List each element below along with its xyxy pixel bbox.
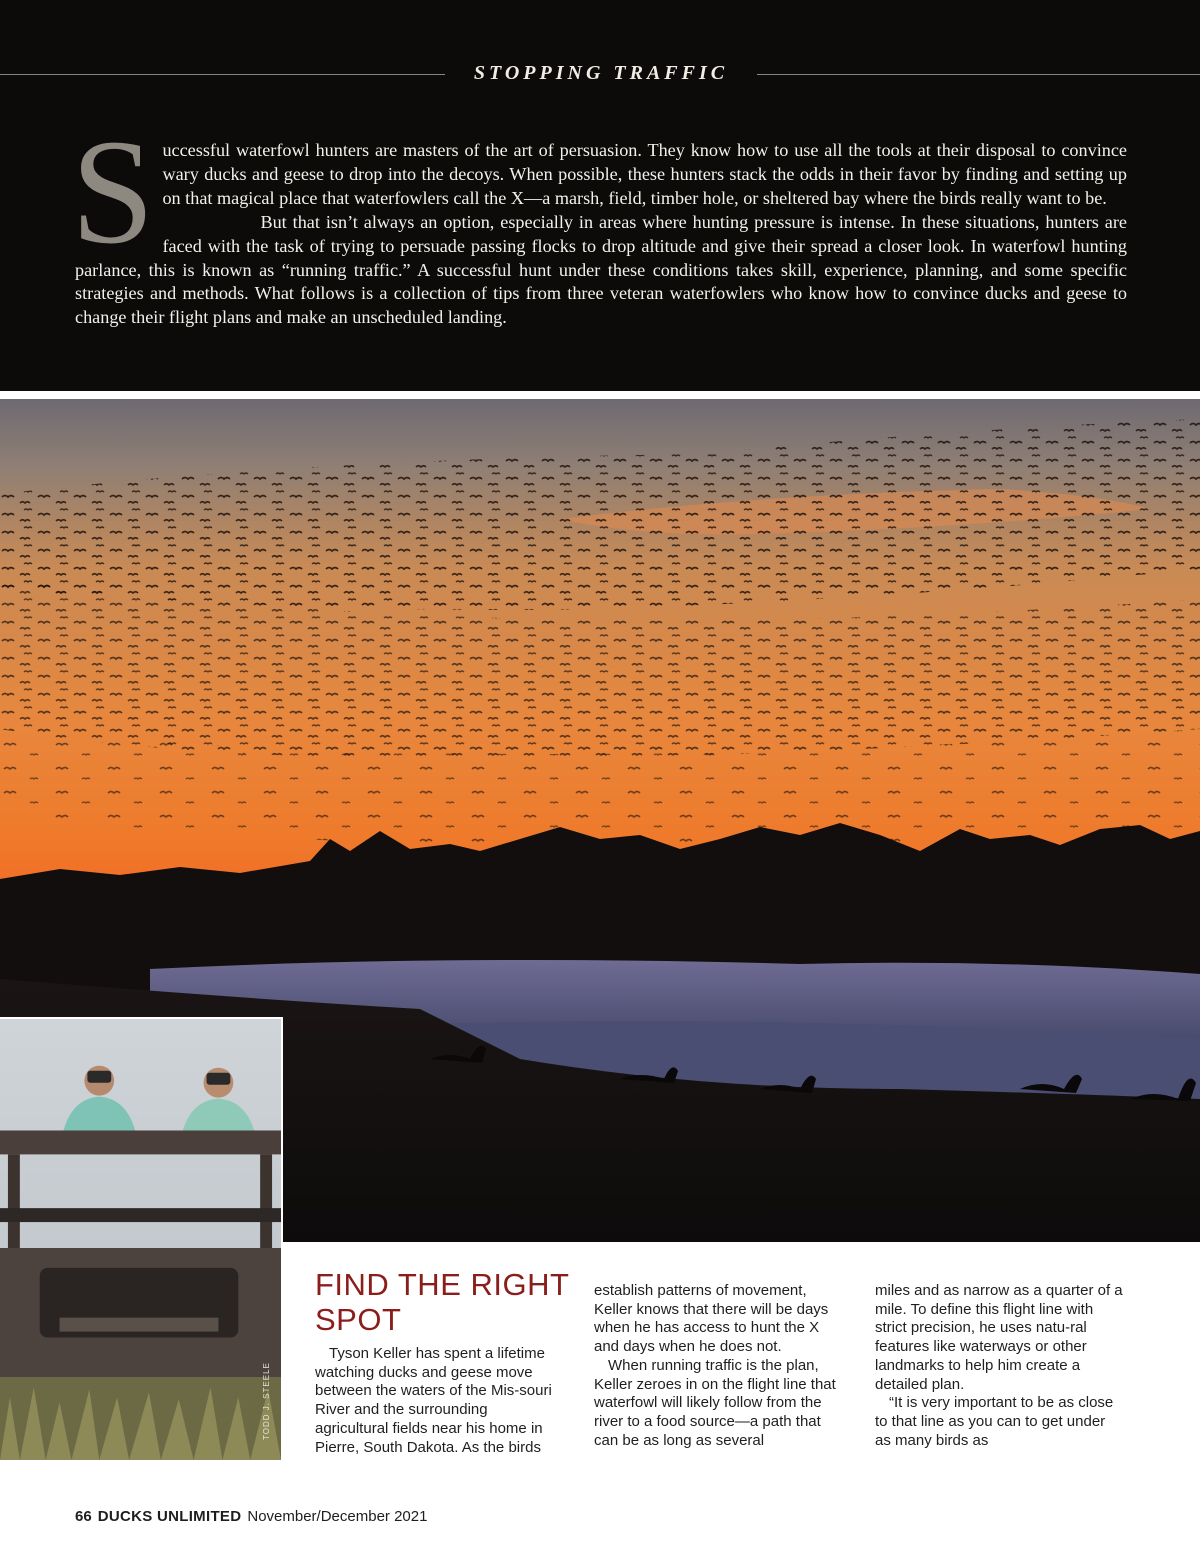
intro-paragraph-1-text: uccessful waterfowl hunters are masters of the art of persuasion. They know how to use all the tools at their disposal to convince wary ducks and geese to drop into the decoys. When possible, these hunters stack the odds in their favor by finding and setting up on that magical place that waterfowlers call the X—a marsh, field, timber hole, or sheltered bay where the birds really want to be. — [162, 140, 1127, 208]
article-column-2 — [594, 1282, 844, 1450]
column-3-paragraph-2: “It is very important to be as close to that line as you can to get under as many birds as — [875, 1394, 1114, 1449]
issue-date: November/December 2021 — [247, 1508, 428, 1525]
intro-paragraph-2: But that isn’t always an option, especially in areas where hunting pressure is intense. In these situations, hunters are faced with the task of trying to persuade passing flocks to drop altitude and give their spread a closer look. In waterfowl hunting parlance, this is known as “running traffic.” A successful hunt under these conditions takes skill, experience, planning, and some specific strategies and methods. What follows is a collection of tips from three veteran waterfowlers who know how to convince ducks and geese to change their flight plans and make an unscheduled landing. — [75, 211, 1127, 328]
column-2-paragraph-1: establish patterns of movement, Keller knows that there will be days when he has access to hunt the X and days when he does not. — [594, 1282, 829, 1356]
section-kicker: STOPPING TRAFFIC — [473, 62, 729, 84]
hunters-utv-photo — [0, 1017, 283, 1460]
header-rule-right — [757, 74, 1200, 75]
column-2-paragraph-2: When running traffic is the plan, Keller zeroes in on the flight line that waterfowl will likely follow from the river to a food source—a path that can be as long as several — [594, 1356, 836, 1449]
article-column-3 — [875, 1282, 1125, 1450]
intro-band — [0, 0, 1200, 391]
header-rule-left — [0, 74, 445, 75]
article-column-1 — [315, 1345, 565, 1457]
column-1-paragraph-1: Tyson Keller has spent a lifetime watching ducks and geese move between the waters of the Mis-souri River and the surrounding agricultural fields near his home in Pierre, South Dakota. As the birds — [315, 1345, 552, 1456]
magazine-name: DUCKS UNLIMITED — [97, 1508, 242, 1525]
section-heading: FIND THE RIGHT SPOT — [315, 1267, 569, 1337]
page-footer — [75, 1508, 427, 1525]
photo-credit: TODD J. STEELE — [262, 1362, 271, 1440]
page-number: 66 — [75, 1508, 92, 1525]
intro-text — [71, 109, 1127, 330]
column-3-paragraph-1: miles and as narrow as a quarter of a mile. To define this flight line with strict precision, he uses natu-ral features like waterways or other landmarks to help him create a detailed plan. — [875, 1282, 1123, 1393]
drop-cap: S — [71, 109, 155, 275]
